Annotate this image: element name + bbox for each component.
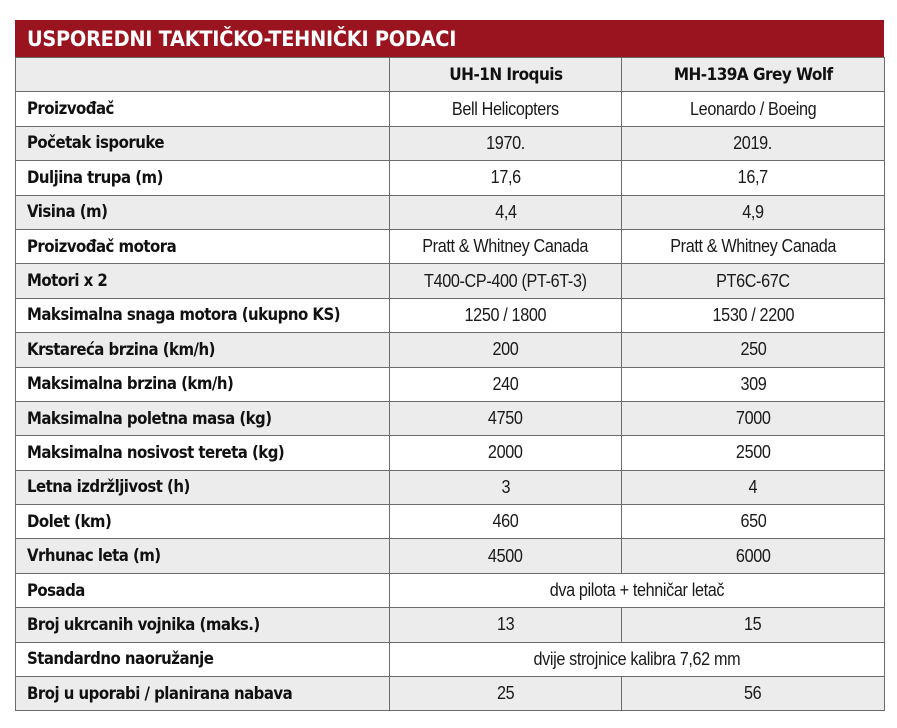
value-cell-uh1n bbox=[390, 470, 622, 504]
cell-value: 460 bbox=[492, 511, 519, 532]
value-cell-uh1n bbox=[390, 608, 622, 642]
cell-value: Bell Helicopters bbox=[452, 98, 559, 119]
cell-value: 4 bbox=[748, 476, 758, 497]
cell-value: 309 bbox=[740, 373, 766, 394]
value-cell-uh1n bbox=[390, 677, 622, 711]
row-label-cell bbox=[16, 436, 390, 470]
value-cell-mh139a bbox=[622, 229, 885, 263]
row-label-cell bbox=[16, 126, 390, 160]
value-cell-mh139a bbox=[622, 436, 885, 470]
table-row bbox=[16, 126, 885, 160]
row-label: Visina (m) bbox=[27, 202, 108, 223]
row-label-cell bbox=[16, 539, 390, 573]
value-cell-uh1n bbox=[390, 333, 622, 367]
cell-value: 16,7 bbox=[737, 167, 769, 188]
table-row bbox=[16, 367, 885, 401]
table-row bbox=[16, 264, 885, 298]
table-row bbox=[16, 161, 885, 195]
table-row bbox=[16, 677, 885, 711]
cell-value: 4,9 bbox=[742, 201, 764, 222]
row-label-cell bbox=[16, 229, 390, 263]
cell-value: 7000 bbox=[735, 408, 771, 429]
value-cell-uh1n bbox=[390, 161, 622, 195]
header-text: MH-139A Grey Wolf bbox=[673, 64, 833, 85]
value-cell-mh139a bbox=[622, 505, 885, 539]
value-cell-mh139a bbox=[622, 161, 885, 195]
header-cell-aircraft-2 bbox=[622, 58, 885, 92]
value-cell-mh139a bbox=[622, 608, 885, 642]
table-row bbox=[16, 573, 885, 607]
row-label: Proizvođač bbox=[27, 99, 114, 120]
value-cell-uh1n bbox=[390, 264, 622, 298]
cell-value: 15 bbox=[744, 614, 762, 635]
table-row bbox=[16, 229, 885, 263]
value-cell-mh139a bbox=[622, 298, 885, 332]
table-row bbox=[16, 298, 885, 332]
row-label-cell bbox=[16, 573, 390, 607]
row-label: Duljina trupa (m) bbox=[27, 167, 163, 188]
value-cell-uh1n bbox=[390, 401, 622, 435]
row-label-cell bbox=[16, 677, 390, 711]
cell-value: PT6C-67C bbox=[716, 270, 790, 291]
cell-value: 2500 bbox=[735, 442, 771, 463]
specs-table bbox=[15, 57, 885, 711]
cell-value: 240 bbox=[492, 373, 519, 394]
row-label: Proizvođač motora bbox=[27, 236, 177, 257]
merged-value-cell bbox=[390, 642, 885, 676]
specs-table-body bbox=[16, 58, 885, 711]
cell-value: Pratt & Whitney Canada bbox=[670, 236, 836, 257]
value-cell-mh139a bbox=[622, 677, 885, 711]
value-cell-uh1n bbox=[390, 367, 622, 401]
row-label: Maksimalna brzina (km/h) bbox=[27, 374, 234, 395]
row-label-cell bbox=[16, 333, 390, 367]
table-row bbox=[16, 608, 885, 642]
table-title: USPOREDNI TAKTIČKO-TEHNIČKI PODACI bbox=[27, 27, 457, 51]
row-label: Broj u uporabi / planirana nabava bbox=[27, 683, 293, 704]
value-cell-mh139a bbox=[622, 333, 885, 367]
row-label-cell bbox=[16, 264, 390, 298]
row-label-cell bbox=[16, 470, 390, 504]
cell-value: 1530 / 2200 bbox=[712, 304, 794, 325]
row-label-cell bbox=[16, 367, 390, 401]
value-cell-mh139a bbox=[622, 195, 885, 229]
row-label-cell bbox=[16, 401, 390, 435]
table-row bbox=[16, 401, 885, 435]
cell-value: 2019. bbox=[733, 132, 773, 153]
cell-value: 250 bbox=[740, 339, 766, 360]
cell-value: 4750 bbox=[488, 408, 523, 429]
table-row bbox=[16, 436, 885, 470]
table-row bbox=[16, 642, 885, 676]
row-label: Motori x 2 bbox=[27, 271, 108, 292]
table-row bbox=[16, 505, 885, 539]
header-text: UH-1N Iroquis bbox=[448, 64, 563, 85]
comparison-panel bbox=[15, 20, 884, 711]
value-cell-mh139a bbox=[622, 470, 885, 504]
cell-value: 1250 / 1800 bbox=[464, 304, 547, 325]
cell-value: 2000 bbox=[488, 442, 523, 463]
row-label: Maksimalna poletna masa (kg) bbox=[27, 408, 272, 429]
value-cell-uh1n bbox=[390, 436, 622, 470]
value-cell-mh139a bbox=[622, 92, 885, 126]
header-cell-empty bbox=[16, 58, 390, 92]
value-cell-uh1n bbox=[390, 298, 622, 332]
header-cell-aircraft-1 bbox=[390, 58, 622, 92]
value-cell-uh1n bbox=[390, 229, 622, 263]
table-row bbox=[16, 470, 885, 504]
row-label-cell bbox=[16, 505, 390, 539]
table-row bbox=[16, 92, 885, 126]
row-label: Maksimalna nosivost tereta (kg) bbox=[27, 442, 285, 463]
row-label: Krstareća brzina (km/h) bbox=[27, 339, 215, 360]
row-label: Maksimalna snaga motora (ukupno KS) bbox=[27, 305, 341, 326]
row-label: Broj ukrcanih vojnika (maks.) bbox=[27, 614, 260, 635]
row-label: Standardno naoružanje bbox=[27, 649, 214, 670]
cell-value: 56 bbox=[744, 683, 762, 704]
row-label-cell bbox=[16, 642, 390, 676]
cell-value: 200 bbox=[492, 339, 519, 360]
value-cell-uh1n bbox=[390, 195, 622, 229]
merged-value: dvije strojnice kalibra 7,62 mm bbox=[533, 648, 741, 669]
cell-value: 3 bbox=[501, 476, 510, 497]
cell-value: 1970. bbox=[486, 132, 525, 153]
table-row bbox=[16, 539, 885, 573]
row-label: Vrhunac leta (m) bbox=[27, 546, 161, 567]
header-row bbox=[16, 58, 885, 92]
cell-value: 17,6 bbox=[490, 167, 521, 188]
table-row bbox=[16, 195, 885, 229]
row-label: Početak isporuke bbox=[27, 133, 164, 154]
table-title-bar bbox=[15, 20, 884, 57]
cell-value: Pratt & Whitney Canada bbox=[422, 236, 589, 257]
cell-value: 4,4 bbox=[494, 201, 517, 222]
value-cell-uh1n bbox=[390, 539, 622, 573]
cell-value: 4500 bbox=[488, 545, 523, 566]
row-label-cell bbox=[16, 608, 390, 642]
cell-value: 25 bbox=[496, 683, 515, 704]
row-label: Posada bbox=[27, 580, 85, 601]
table-row bbox=[16, 333, 885, 367]
cell-value: 6000 bbox=[735, 545, 771, 566]
row-label: Letna izdržljivost (h) bbox=[27, 477, 190, 498]
row-label-cell bbox=[16, 195, 390, 229]
row-label-cell bbox=[16, 92, 390, 126]
value-cell-mh139a bbox=[622, 401, 885, 435]
value-cell-mh139a bbox=[622, 539, 885, 573]
cell-value: 13 bbox=[496, 614, 515, 635]
value-cell-uh1n bbox=[390, 92, 622, 126]
merged-value-cell bbox=[390, 573, 885, 607]
row-label-cell bbox=[16, 161, 390, 195]
row-label-cell bbox=[16, 298, 390, 332]
value-cell-mh139a bbox=[622, 367, 885, 401]
row-label: Dolet (km) bbox=[27, 511, 112, 532]
value-cell-mh139a bbox=[622, 126, 885, 160]
cell-value: 650 bbox=[740, 511, 766, 532]
value-cell-mh139a bbox=[622, 264, 885, 298]
value-cell-uh1n bbox=[390, 126, 622, 160]
cell-value: T400-CP-400 (PT-6T-3) bbox=[424, 270, 587, 291]
merged-value: dva pilota + tehničar letač bbox=[549, 580, 725, 601]
cell-value: Leonardo / Boeing bbox=[689, 98, 817, 119]
value-cell-uh1n bbox=[390, 505, 622, 539]
